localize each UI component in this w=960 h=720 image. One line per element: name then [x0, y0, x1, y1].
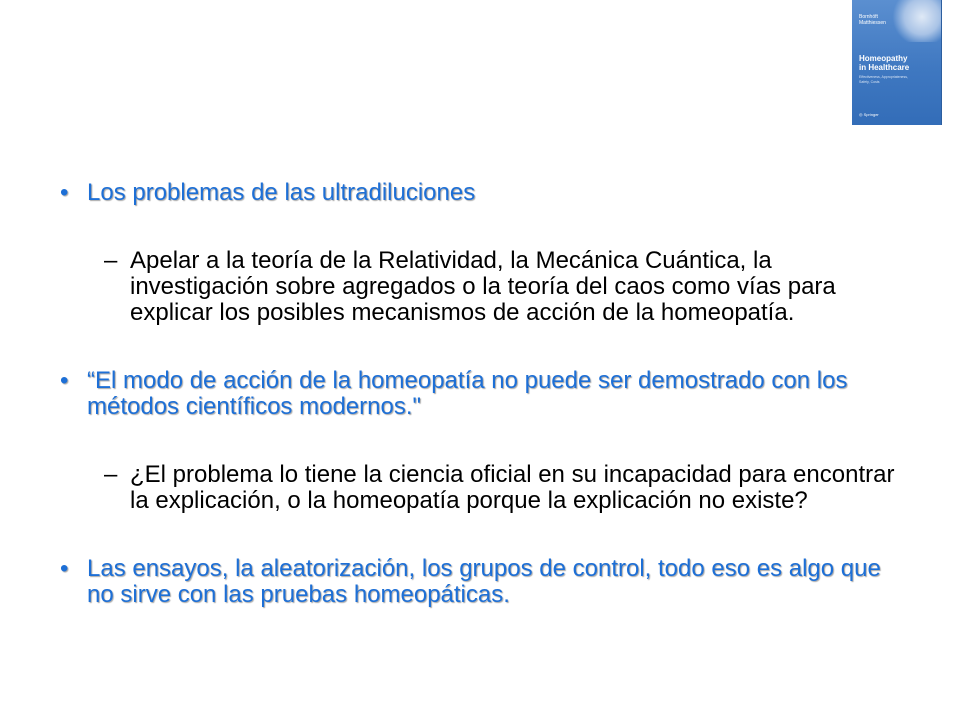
sub-text: Apelar a la teoría de la Relatividad, la Mecánica Cuántica, la investigación sobre agregados o la teoría del caos como vías para explicar los posibles mecanismos de acción de la homeopatía.: [130, 247, 836, 326]
bullet-item: [60, 180, 910, 206]
bullet-item: [60, 368, 910, 420]
cover-photo: [892, 0, 942, 42]
sub-marker: –: [104, 247, 118, 274]
sub-item: [60, 248, 910, 326]
cover-publisher-label: Springer: [863, 112, 879, 117]
bullet-marker: •: [60, 179, 69, 206]
cover-title: Homeopathy in Healthcare: [859, 54, 910, 72]
springer-logo-icon: ◎: [859, 112, 863, 117]
cover-authors: Bornhöft Matthiessen: [859, 14, 886, 26]
sub-text: ¿El problema lo tiene la ciencia oficial en su incapacidad para encontrar la explicación, o la homeopatía porque la explicación no existe?: [130, 461, 895, 514]
sub-item: [60, 462, 910, 514]
sub-marker: –: [104, 461, 118, 488]
cover-subtitle: Effectiveness, Appropriateness, Safety, Costs: [859, 75, 908, 84]
slide-content: [60, 180, 910, 608]
cover-publisher: [859, 112, 879, 117]
bullet-text: Las ensayos, la aleatorización, los grupos de control, todo eso es algo que no sirve con las pruebas homeopáticas.: [87, 555, 881, 608]
bullet-text: “El modo de acción de la homeopatía no puede ser demostrado con los métodos científicos modernos.": [87, 367, 848, 420]
bullet-item: [60, 556, 910, 608]
bullet-text: Los problemas de las ultradiluciones: [87, 179, 476, 206]
bullet-marker: •: [60, 555, 69, 582]
bullet-marker: •: [60, 367, 69, 394]
book-cover-image: [852, 0, 942, 125]
